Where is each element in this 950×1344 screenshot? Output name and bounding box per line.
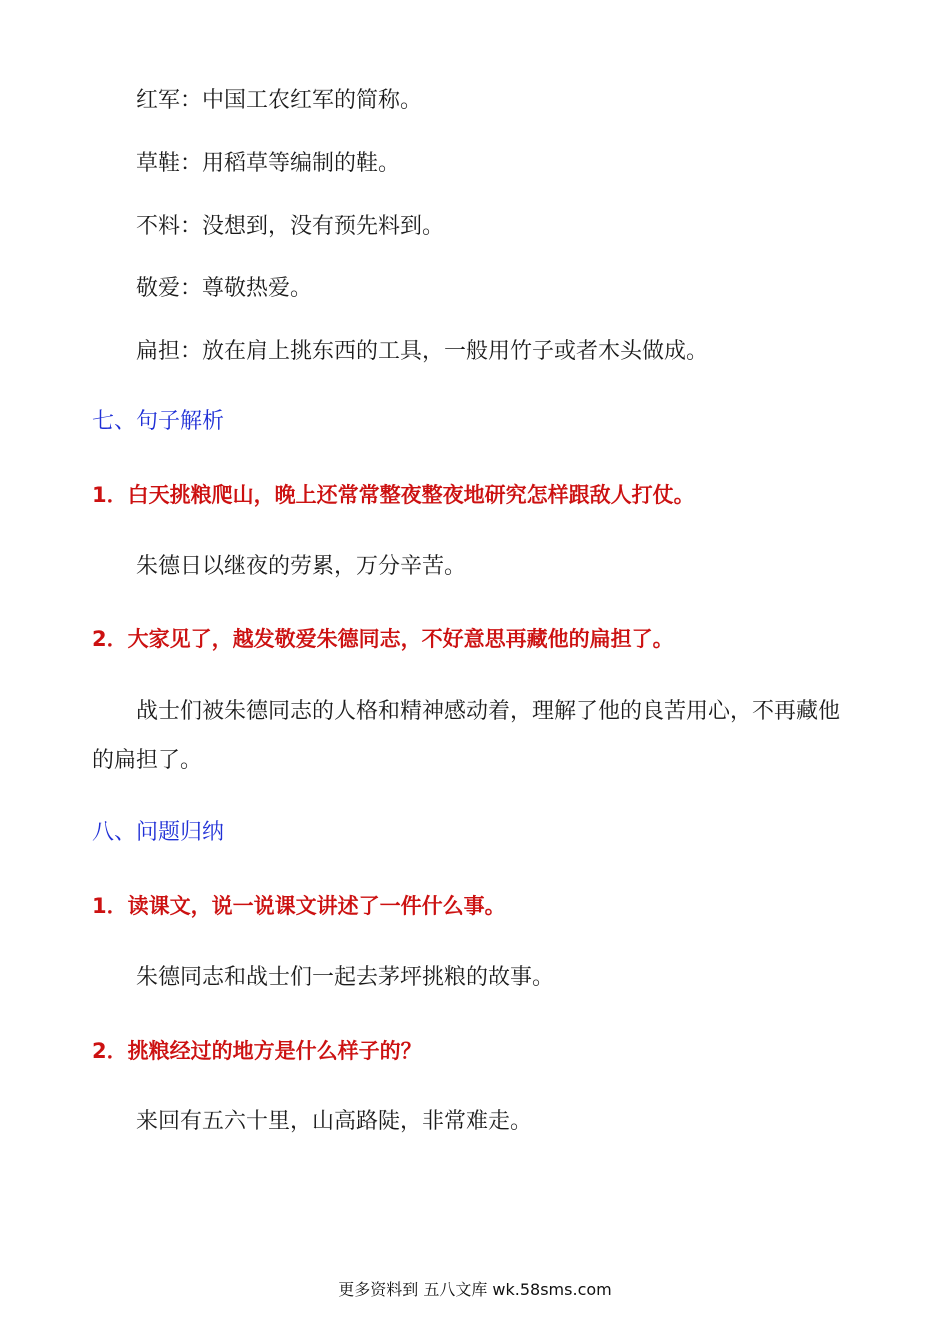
question-text: 1．白天挑粮爬山，晚上还常常整夜整夜地研究怎样跟敌人打仗。 <box>92 483 695 507</box>
answer-text: 来回有五六十里，山高路陡，非常难走。 <box>136 1109 533 1134</box>
section-heading: 八、问题归纳 <box>92 820 225 845</box>
answer-text: 战士们被朱德同志的人格和精神感动着，理解了他的良苦用心，不再藏他 <box>136 699 841 724</box>
footer-link[interactable]: 更多资料到 五八文库 wk.58sms.com <box>338 1280 612 1299</box>
definition-item: 草鞋：用稻草等编制的鞋。 <box>136 151 401 176</box>
question-text: 1．读课文，说一说课文讲述了一件什么事。 <box>92 894 506 918</box>
definition-item: 扁担：放在肩上挑东西的工具，一般用竹子或者木头做成。 <box>136 339 709 364</box>
answer-text: 朱德同志和战士们一起去茅坪挑粮的故事。 <box>136 965 555 990</box>
definition-item: 不料：没想到，没有预先料到。 <box>136 214 445 239</box>
definition-item: 敬爱：尊敬热爱。 <box>136 276 313 301</box>
answer-text-continued: 的扁担了。 <box>92 748 203 773</box>
question-text: 2．大家见了，越发敬爱朱德同志，不好意思再藏他的扁担了。 <box>92 627 674 651</box>
definition-item: 红军：中国工农红军的简称。 <box>136 88 423 113</box>
question-text: 2．挑粮经过的地方是什么样子的？ <box>92 1039 422 1063</box>
section-heading: 七、句子解析 <box>92 409 225 434</box>
answer-text: 朱德日以继夜的劳累，万分辛苦。 <box>136 554 467 579</box>
